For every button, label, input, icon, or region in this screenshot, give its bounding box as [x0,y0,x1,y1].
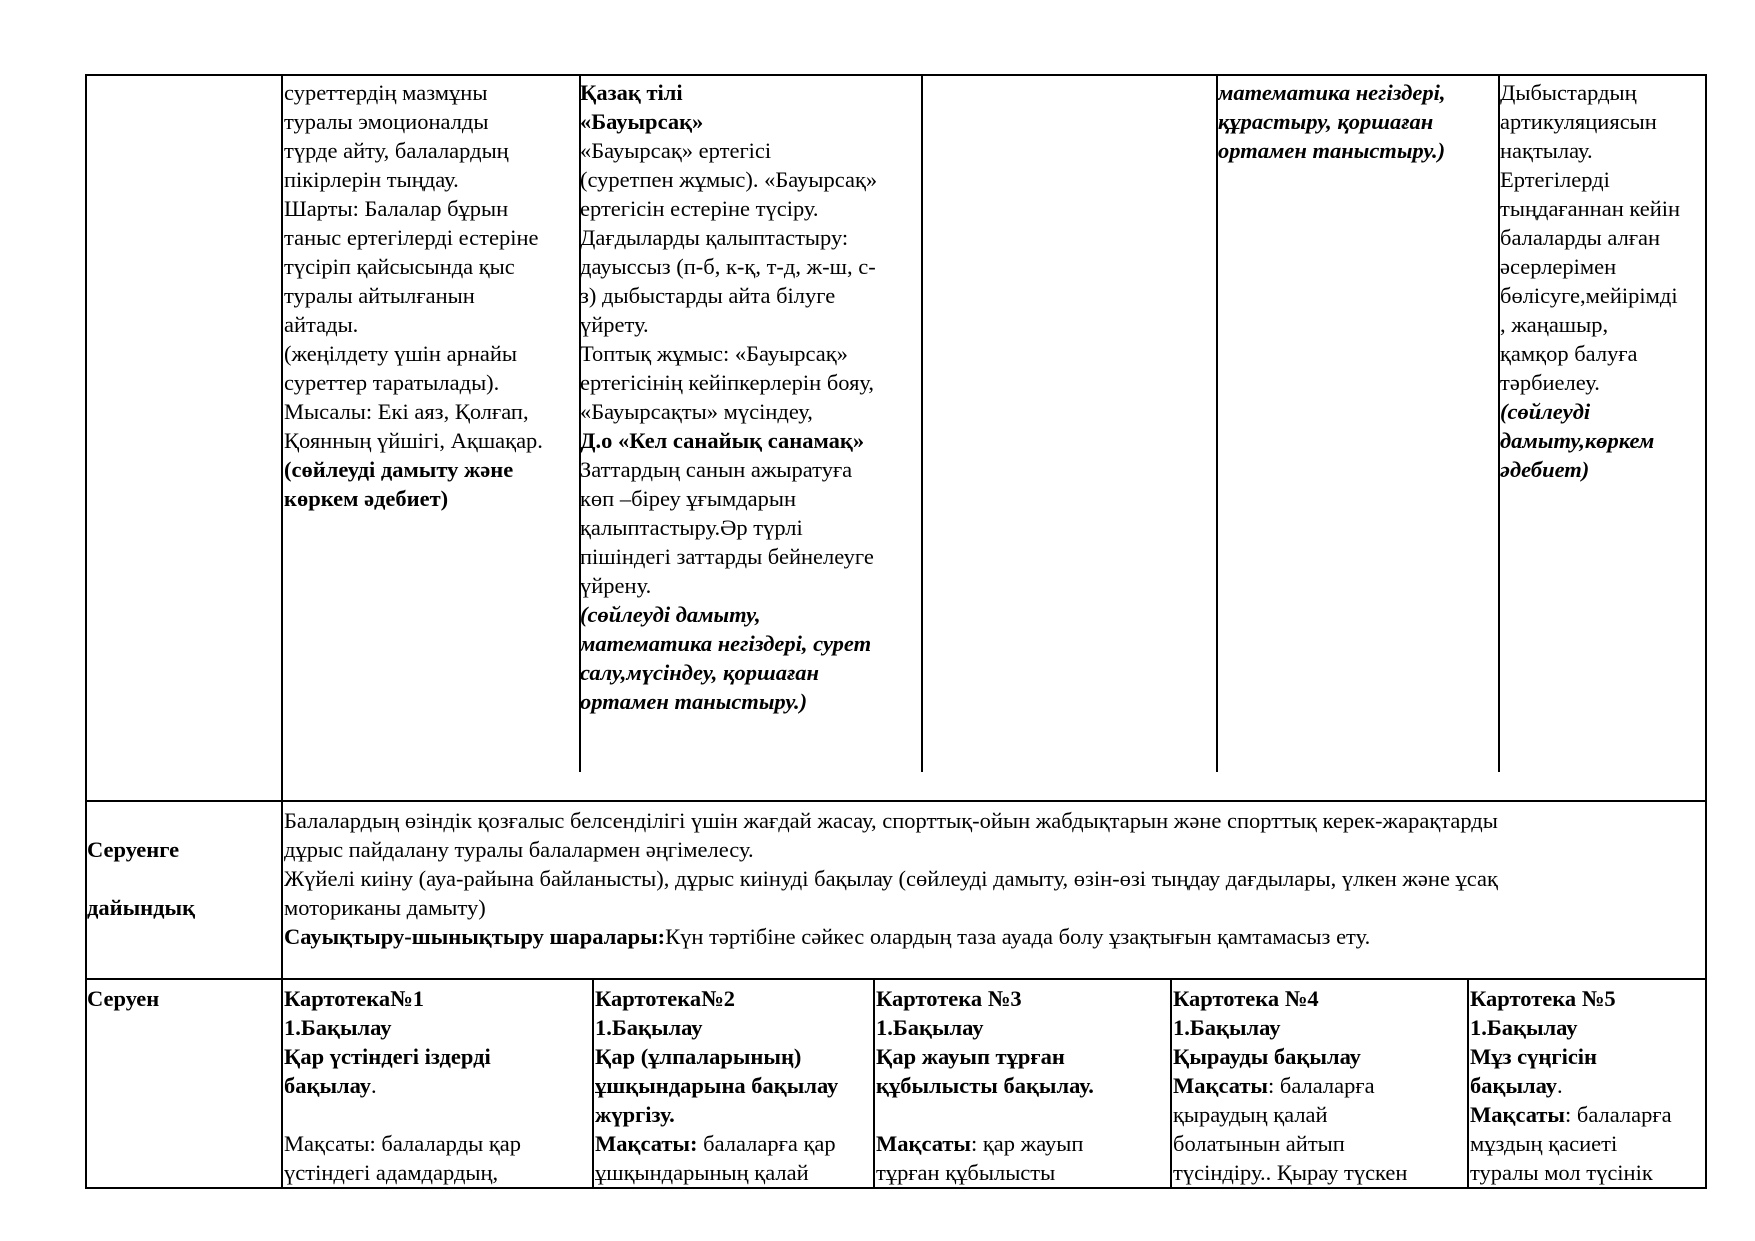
card-goal-text: мұздың қасиеті [1470,1131,1618,1156]
table-border-left [85,74,87,1189]
table-col-separator [281,74,283,1189]
text-line: артикуляциясын [1500,109,1657,134]
row3-col-separator [592,978,594,1189]
card-cell-4 [1173,984,1465,1187]
health-measures-text: Күн тәртібіне сәйкес олардың таза ауада болу ұзақтығын қамтамасыз ету. [665,924,1371,949]
walk-preparation-text [284,806,1702,951]
card-observation-label: 1.Бақылау [1470,1015,1578,1040]
row3-col-separator [1170,978,1172,1189]
walk-preparation-heading [87,806,277,951]
card-goal-text: ұшқындарының қалай [595,1160,809,1185]
card-topic-line: Қырауды бақылау [1173,1044,1361,1069]
text-line: ертегісін естеріне түсіру. [580,196,819,221]
card-goal-label: Мақсаты [1173,1073,1268,1098]
card-goal-line [1470,1129,1704,1158]
text-line: Дағдыларды қалыптастыру: [580,225,849,250]
text-line: математика негіздері, [1218,80,1446,105]
card-goal-text: туралы мол түсінік [1470,1160,1653,1185]
card-observation-label: 1.Бақылау [1173,1015,1281,1040]
card-topic-tail: . [1557,1073,1563,1098]
card-goal-line [1470,1158,1704,1187]
card-observation-label: 1.Бақылау [595,1015,703,1040]
row1-activity-cell-6 [1500,78,1705,484]
text-line: құрастыру, қоршаған [1218,109,1434,134]
text-line: дауыссыз (п-б, к-қ, т-д, ж-ш, с- [580,254,876,279]
text-line: «Бауырсақ» ертегісі [580,138,772,163]
spacer [284,1100,590,1129]
heading-line: Серуенге [87,837,180,862]
card-goal-line [876,1158,1168,1187]
text-line: балаларды алған [1500,225,1661,250]
card-goal-line [1173,1100,1465,1129]
card-goal-text: балаларға қар [697,1131,836,1156]
text-line: Мысалы: Екі аяз, Қолғап, [284,399,529,424]
text-line: суреттердің мазмұны [284,80,488,105]
card-goal-label: Мақсаты [876,1131,971,1156]
text-line: бөлісуге,мейірімді [1500,283,1678,308]
text-line: тәрбиелеу. [1500,370,1600,395]
card-cell-5 [1470,984,1704,1187]
row1-col-separator [921,74,923,772]
card-title: Картотека №5 [1470,986,1616,1011]
card-goal-label: Мақсаты: [595,1131,698,1156]
card-topic-line: ұшқындарына бақылау [595,1073,839,1098]
card-topic-line: Қар үстіндегі іздерді [284,1044,491,1069]
text-line: ортамен таныстыру.) [1218,138,1446,163]
card-goal-line [595,1129,871,1158]
row3-col-separator [1467,978,1469,1189]
text-line: түсіріп қайсысында қыс [284,254,515,279]
card-goal-line [1173,1071,1465,1100]
table-border-right [1705,74,1707,1189]
card-title: Картотека№2 [595,986,735,1011]
card-topic-line: жүргізу. [595,1102,675,1127]
text-line: (сөйлеуді [1500,399,1591,424]
card-goal-line [1173,1129,1465,1158]
card-topic-line: Қар (ұлпаларының) [595,1044,802,1069]
card-goal-label: Мақсаты [1470,1102,1565,1127]
text-line: (сөйлеуді дамыту, [580,602,761,627]
card-topic-line: Мұз сүңгісін [1470,1044,1598,1069]
table-border-bottom [85,1187,1707,1189]
card-goal-line [284,1158,590,1187]
card-title: Картотека №4 [1173,986,1319,1011]
card-goal-line [1470,1100,1704,1129]
card-topic-line: бақылау. [1470,1073,1563,1098]
text-line: айтады. [284,312,359,337]
text-line: таныс ертегілерді естеріне [284,225,539,250]
text-line: түрде айту, балалардың [284,138,509,163]
card-goal-text: : қар жауып [971,1131,1084,1156]
text-line: (суретпен жұмыс). «Бауырсақ» [580,167,878,192]
text-line: көркем әдебиет) [284,486,449,511]
text-line: Дыбыстардың [1500,80,1637,105]
text-line: Қоянның үйшігі, Ақшақар. [284,428,543,453]
heading-line: дайындық [87,895,196,920]
row3-col-separator [873,978,875,1189]
text-line: қамқор балуға [1500,341,1638,366]
text-line: туралы айтылғанын [284,283,475,308]
card-topic-line: құбылысты бақылау. [876,1073,1094,1098]
card-cell-3 [876,984,1168,1187]
card-goal-line [1173,1158,1465,1187]
text-line: тыңдағаннан кейін [1500,196,1681,221]
row-separator [85,978,1707,980]
card-observation-label: 1.Бақылау [284,1015,392,1040]
text-line: Қазақ тілі [580,80,683,105]
text-line: математика негіздері, сурет [580,631,872,656]
card-title: Картотека №3 [876,986,1022,1011]
text-line: ертегісінің кейіпкерлерін бояу, [580,370,875,395]
text-line: ортамен таныстыру.) [580,689,808,714]
text-line: әдебиет) [1500,457,1590,482]
text-line: (сөйлеуді дамыту және [284,457,514,482]
text-line: нақтылау. [1500,138,1593,163]
text-line: туралы эмоционалды [284,109,489,134]
text-line: Топтық жұмыс: «Бауырсақ» [580,341,848,366]
text-line: Балалардың өзіндік қозғалыс белсенділігі үшін жағдай жасау, спорттық-ойын жабдықтарын және спорттық керек-жарақтарды [284,808,1498,833]
text-line: пікірлерін тыңдау. [284,167,459,192]
text-line: суреттер таратылады). [284,370,500,395]
text-line: «Бауырсақ» [580,109,704,134]
text-line: дамыту,көркем [1500,428,1655,453]
card-goal-text: қыраудың қалай [1173,1102,1328,1127]
text-line: қалыптастыру.Әр түрлі [580,515,803,540]
text-line: Заттардың санын ажыратуға [580,457,853,482]
card-goal-text: Мақсаты: балаларды қар [284,1131,521,1156]
card-goal-text: : балаларға [1268,1073,1375,1098]
card-goal-line [595,1158,871,1187]
text-line: Д.о «Кел санайық санамақ» [580,428,865,453]
card-topic-line: бақылау. [284,1073,377,1098]
text-line: з) дыбыстарды айта білуге [580,283,836,308]
card-goal-text: тұрған құбылысты [876,1160,1056,1185]
health-measures-label: Сауықтыру-шынықтыру шаралары: [284,924,666,949]
card-goal-line [284,1129,590,1158]
text-line: «Бауырсақты» мүсіндеу, [580,399,813,424]
text-line: Шарты: Балалар бұрын [284,196,509,221]
card-goal-line [876,1129,1168,1158]
row1-col-separator [1216,74,1218,772]
text-line: әсерлерімен [1500,254,1617,279]
card-title: Картотека№1 [284,986,424,1011]
text-line: Ертегілерді [1500,167,1610,192]
text-line: үйрету. [580,312,649,337]
text-line: моториканы дамыту) [284,895,486,920]
row1-activity-cell-2 [284,78,576,513]
row1-activity-cell-5 [1218,78,1496,165]
card-topic-line: Қар жауып тұрған [876,1044,1065,1069]
card-cell-1 [284,984,590,1187]
card-topic-tail: . [371,1073,377,1098]
text-line: , жаңашыр, [1500,312,1609,337]
text-line: дұрыс пайдалану туралы балалармен әңгімелесу. [284,837,754,862]
table-border-top [85,74,1707,76]
card-goal-text: : балаларға [1565,1102,1672,1127]
card-goal-text: болатынын айтып [1173,1131,1345,1156]
spacer [876,1100,1168,1129]
card-cell-2 [595,984,871,1187]
text-line: пішіндегі заттарды бейнелеуге [580,544,874,569]
text-line: көп –біреу ұғымдарын [580,486,797,511]
walk-heading: Серуен [87,986,160,1011]
text-line: салу,мүсіндеу, қоршаған [580,660,819,685]
row1-activity-cell-3 [580,78,920,716]
text-line: (жеңілдету үшін арнайы [284,341,518,366]
text-line: үйрену. [580,573,652,598]
health-measures-line [284,922,1702,951]
text-line: Жүйелі киіну (ауа-райына байланысты), дұрыс киінуді бақылау (сөйлеуді дамыту, өзін-өзі тыңдау дағдылары, үлкен және ұсақ [284,866,1498,891]
row-separator [85,800,1707,802]
card-observation-label: 1.Бақылау [876,1015,984,1040]
card-goal-text: түсіндіру.. Қырау түскен [1173,1160,1408,1185]
card-goal-text: үстіндегі адамдардың, [284,1160,499,1185]
